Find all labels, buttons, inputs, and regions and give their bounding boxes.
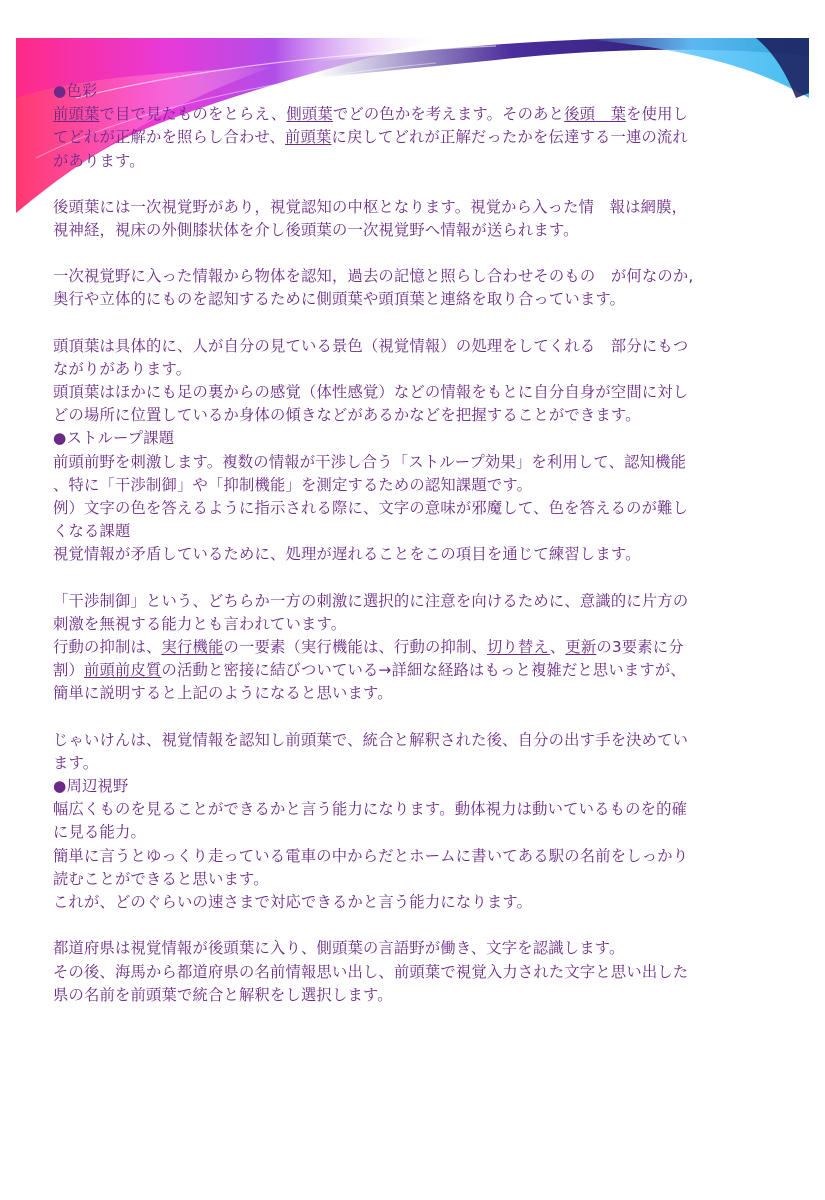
underlined-term: 前頭葉 bbox=[53, 105, 100, 124]
text-line: 頭頂葉は具体的に、人が自分の見ている景色（視覚情報）の処理をしてくれる 部分にもつ bbox=[53, 336, 689, 355]
text-line: 奥行や立体的にものを認知するために側頭葉や頭頂葉と連絡を取り合っています。 bbox=[53, 290, 626, 309]
text-line: 簡単に言うとゆっくり走っている電車の中からだとホームに書いてある駅の名前をしっかり bbox=[53, 846, 689, 865]
underlined-term: 前頭前皮質 bbox=[84, 661, 162, 680]
text-line: その後、海馬から都道府県の名前情報思い出し、前頭葉で視覚入力された文字と思い出した bbox=[53, 962, 689, 981]
text-line: てどれが正解かを照らし合わせ、前頭葉に戻してどれが正解だったかを伝達する一連の流れ bbox=[53, 128, 688, 147]
text-line: 前頭前野を刺激します。複数の情報が干渉し合う「ストループ効果」を利用して、認知機能 bbox=[53, 452, 687, 471]
text-line: 都道府県は視覚情報が後頭葉に入り、側頭葉の言語野が働き、文字を認識します。 bbox=[53, 939, 625, 958]
paragraph bbox=[53, 798, 771, 914]
paragraph bbox=[53, 335, 771, 428]
text-line: 視覚情報が矛盾しているために、処理が遅れることをこの項目を通じて練習します。 bbox=[53, 545, 641, 564]
underlined-term: 側頭葉 bbox=[286, 105, 333, 124]
underlined-term: 実行機能 bbox=[161, 638, 224, 657]
text-line: 頭頂葉はほかにも足の裏からの感覚（体性感覚）などの情報をもとに自分自身が空間に対し bbox=[53, 383, 689, 402]
paragraph bbox=[53, 451, 771, 567]
section-heading-color: ●色彩 bbox=[53, 82, 98, 100]
text-line: 前頭葉で目で見たものをとらえ、側頭葉でどの色かを考えます。そのあと後頭 葉を使用し bbox=[53, 105, 689, 124]
text-line: 後頭葉には一次視覚野があり，視覚認知の中枢となります。視覚から入った情 報は網膜， bbox=[53, 197, 688, 216]
text-line: に見る能力。 bbox=[53, 823, 146, 842]
underlined-term: 切り替え bbox=[486, 638, 550, 657]
section-color bbox=[53, 80, 771, 427]
text-line: ながりがあります。 bbox=[53, 359, 192, 378]
text-line: これが、どのぐらいの速さまで対応できるかと言う能力になります。 bbox=[53, 893, 533, 912]
text-line: 幅広くものを見ることができるかと言う能力になります。動体視力は動いているものを的確 bbox=[53, 800, 688, 819]
paragraph bbox=[53, 729, 771, 775]
text-line: 、特に「干渉制御」や「抑制機能」を測定するための認知課題です。 bbox=[53, 475, 533, 494]
text-line: どの場所に位置しているか身体の傾きなどがあるかなどを把握することができます。 bbox=[53, 406, 641, 425]
section-heading-stroop: ●ストループ課題 bbox=[53, 429, 175, 448]
paragraph bbox=[53, 103, 771, 173]
underlined-term: 後頭 葉 bbox=[564, 105, 627, 124]
text-line: 「干渉制御」という、どちらか一方の刺激に選択的に注意を向けるために、意識的に片方の bbox=[53, 591, 689, 610]
text-line: 視神経，視床の外側膝状体を介し後頭葉の一次視覚野へ情報が送られます。 bbox=[53, 221, 579, 240]
text-line: くなる課題 bbox=[53, 522, 131, 541]
text-line: 行動の抑制は、実行機能の一要素（実行機能は、行動の抑制、切り替え、更新の3要素に分 bbox=[53, 638, 684, 657]
paragraph bbox=[53, 196, 771, 242]
text-line: 一次視覚野に入った情報から物体を認知，過去の記憶と照らし合わせそのもの が何なのか, bbox=[53, 267, 694, 286]
section-stroop bbox=[53, 427, 771, 775]
section-heading-peripheral-vision: ●周辺視野 bbox=[53, 777, 129, 796]
text-line: じゃいけんは、視覚情報を認知し前頭葉で、統合と解釈された後、自分の出す手を決めてい bbox=[53, 730, 689, 749]
text-line: 割）前頭前皮質の活動と密接に結びついている→詳細な経路はもっと複雑だと思いますが、 bbox=[53, 661, 686, 680]
document-body bbox=[53, 80, 771, 1007]
underlined-term: 更新 bbox=[565, 638, 597, 657]
section-peripheral-vision bbox=[53, 775, 771, 1007]
text-line: 刺激を無視する能力とも言われています。 bbox=[53, 614, 347, 633]
text-line: があります。 bbox=[53, 151, 145, 170]
paragraph bbox=[53, 265, 771, 311]
text-line: 簡単に説明すると上記のようになると思います。 bbox=[53, 684, 393, 703]
text-line: 県の名前を前頭葉で統合と解釈をし選択します。 bbox=[53, 985, 393, 1004]
paragraph bbox=[53, 937, 771, 1007]
text-line: ます。 bbox=[53, 753, 99, 772]
text-line: 読むことができると思います。 bbox=[53, 869, 269, 888]
underlined-term: 前頭葉 bbox=[285, 128, 332, 147]
paragraph bbox=[53, 590, 771, 706]
text-line: 例）文字の色を答えるように指示される際に、文字の意味が邪魔して、色を答えるのが難し bbox=[53, 499, 689, 518]
